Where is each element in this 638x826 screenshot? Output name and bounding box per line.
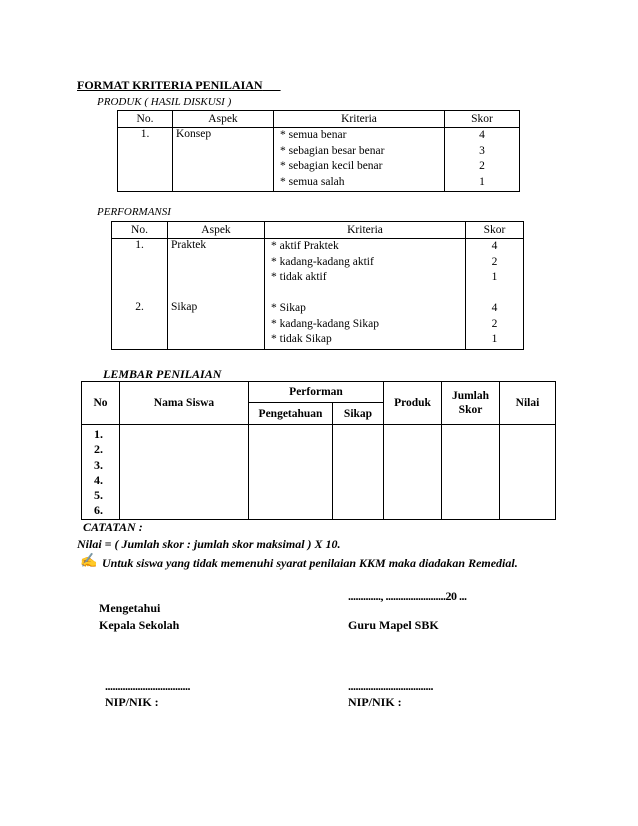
t2-row-aspek: Praktek	[168, 239, 265, 302]
t1-header-kriteria: Kriteria	[274, 111, 445, 128]
table-row	[112, 239, 524, 302]
kepala-sekolah-label: Kepala Sekolah	[99, 618, 180, 632]
t2-header-aspek: Aspek	[168, 222, 265, 239]
lembar-penilaian-table	[81, 381, 556, 520]
t3-pengetahuan-cell	[249, 425, 333, 520]
row-number: 4.	[94, 472, 103, 487]
t3-produk-cell	[384, 425, 442, 520]
t2-header-kriteria: Kriteria	[265, 222, 466, 239]
row-number: 2.	[94, 442, 103, 457]
skor-value: 1	[491, 333, 498, 345]
t3-numbers-cell	[82, 425, 120, 520]
t3-header-pengetahuan: Pengetahuan	[249, 403, 333, 425]
skor-value: 4	[479, 129, 485, 141]
writing-hand-icon: ✍	[80, 554, 98, 569]
t1-header-aspek: Aspek	[173, 111, 274, 128]
skor-value: 2	[479, 160, 485, 172]
document-title: FORMAT KRITERIA PENILAIAN	[77, 78, 263, 92]
kriteria-line: * semua salah	[280, 175, 345, 188]
performansi-heading: PERFORMANSI	[97, 206, 171, 218]
skor-value: 3	[479, 144, 485, 157]
kriteria-line: * tidak Sikap	[271, 333, 332, 345]
lembar-heading: LEMBAR PENILAIAN	[103, 367, 222, 381]
remedial-note: Untuk siswa yang tidak memenuhi syarat penilaian KKM maka diadakan Remedial.	[102, 556, 518, 570]
t3-header-nama-siswa: Nama Siswa	[120, 382, 249, 425]
t1-row-aspek: Konsep	[173, 128, 274, 192]
skor-value: 4	[491, 302, 498, 314]
kriteria-line: * sebagian kecil benar	[280, 160, 383, 172]
row-number: 5.	[94, 488, 103, 503]
row-number: 1.	[94, 427, 103, 441]
kriteria-line: * kadang-kadang aktif	[271, 255, 374, 268]
produk-heading: PRODUK ( HASIL DISKUSI )	[97, 96, 232, 108]
table-row	[82, 425, 556, 520]
skor-value: 1	[479, 175, 485, 188]
t2-row-no: 1.	[112, 239, 168, 302]
produk-criteria-table	[117, 110, 520, 192]
kriteria-line: * Sikap	[271, 302, 306, 314]
t1-header-skor: Skor	[445, 111, 520, 128]
skor-value: 1	[491, 271, 498, 283]
t3-header-produk: Produk	[384, 382, 442, 425]
guru-mapel-label: Guru Mapel SBK	[348, 618, 439, 632]
row-number: 6.	[94, 503, 103, 518]
t3-header-sikap: Sikap	[333, 403, 384, 425]
table-row	[118, 128, 520, 192]
skor-label: Skor	[458, 404, 483, 416]
t3-header-nilai: Nilai	[500, 382, 556, 425]
skor-value: 2	[491, 317, 498, 330]
t2-row-kriteria	[265, 301, 466, 350]
t1-row-skor	[445, 128, 520, 192]
t2-row-kriteria	[265, 239, 466, 302]
kriteria-line: * semua benar	[280, 129, 347, 141]
t2-row-no: 2.	[112, 301, 168, 350]
t3-header-jumlah-skor	[442, 382, 500, 425]
place-date: ............., ........................20 ...	[348, 589, 467, 603]
kriteria-line: * tidak aktif	[271, 271, 327, 283]
signature-line-right: ..................................	[348, 679, 433, 693]
t3-jumlah-cell	[442, 425, 500, 520]
mengetahui-label: Mengetahui	[99, 601, 161, 615]
catatan-label: CATATAN :	[83, 520, 143, 534]
t2-row-aspek: Sikap	[168, 301, 265, 350]
t2-row-skor	[466, 239, 524, 302]
t1-row-kriteria	[274, 128, 445, 192]
nip-right: NIP/NIK :	[348, 695, 402, 709]
t2-header-skor: Skor	[466, 222, 524, 239]
t2-row-skor	[466, 301, 524, 350]
skor-value: 4	[491, 240, 498, 252]
kriteria-line: * kadang-kadang Sikap	[271, 317, 379, 330]
t3-sikap-cell	[333, 425, 384, 520]
formula-text: Nilai = ( Jumlah skor : jumlah skor maksimal ) X 10.	[77, 537, 341, 551]
t3-nilai-cell	[500, 425, 556, 520]
t2-header-no: No.	[112, 222, 168, 239]
t1-row-no: 1.	[118, 128, 173, 192]
nip-left: NIP/NIK :	[105, 695, 159, 709]
performansi-criteria-table	[111, 221, 524, 350]
t3-header-no: No	[82, 382, 120, 425]
kriteria-line: * aktif Praktek	[271, 240, 339, 252]
row-number: 3.	[94, 457, 103, 472]
table-row	[112, 301, 524, 350]
t1-header-no: No.	[118, 111, 173, 128]
kriteria-line: * sebagian besar benar	[280, 144, 385, 157]
signature-line-left: ..................................	[105, 679, 190, 693]
skor-value: 2	[491, 255, 498, 268]
jumlah-label: Jumlah	[451, 390, 490, 402]
t3-nama-cell	[120, 425, 249, 520]
t3-header-performan: Performan	[249, 382, 384, 403]
